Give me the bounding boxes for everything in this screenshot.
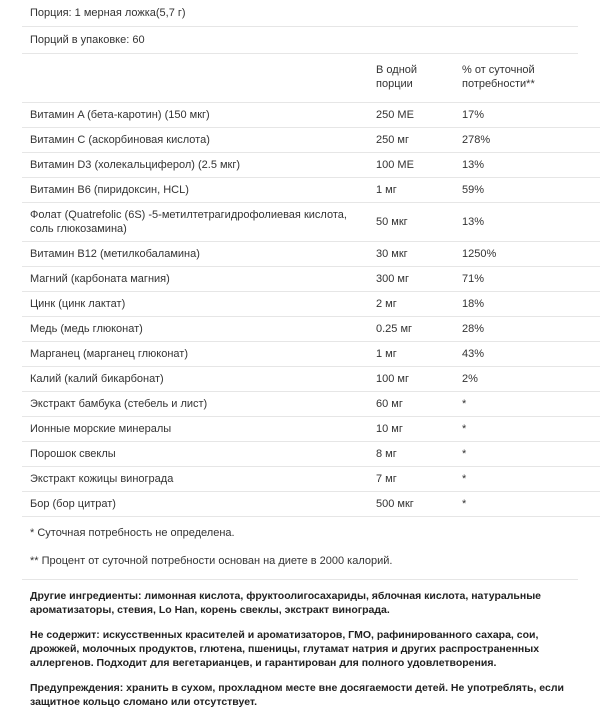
nutrient-daily-value: 71% bbox=[454, 267, 600, 292]
nutrient-daily-value: 59% bbox=[454, 178, 600, 203]
nutrient-name: Марганец (марганец глюконат) bbox=[22, 342, 368, 367]
nutrient-daily-value: * bbox=[454, 492, 600, 517]
nutrient-daily-value: 13% bbox=[454, 203, 600, 242]
nutrient-amount: 100 мг bbox=[368, 367, 454, 392]
footnotes-section bbox=[22, 517, 578, 575]
nutrient-name: Калий (калий бикарбонат) bbox=[22, 367, 368, 392]
nutrient-amount: 30 мкг bbox=[368, 242, 454, 267]
table-row bbox=[22, 317, 600, 342]
other-ingredients-note: Другие ингредиенты: лимонная кислота, фруктоолигосахариды, яблочная кислота, натуральные ароматизаторы, стевия, Lo Han, корень свеклы, экстракт винограда. bbox=[30, 590, 542, 616]
table-row bbox=[22, 203, 600, 242]
nutrient-daily-value: 13% bbox=[454, 153, 600, 178]
nutrient-name: Витамин A (бета-каротин) (150 мкг) bbox=[22, 103, 368, 128]
nutrient-amount: 1 мг bbox=[368, 178, 454, 203]
table-row bbox=[22, 153, 600, 178]
nutrient-daily-value: 1250% bbox=[454, 242, 600, 267]
footnote-daily-value-not-established: * Суточная потребность не определена. bbox=[30, 527, 235, 539]
nutrient-amount: 10 мг bbox=[368, 417, 454, 442]
nutrient-name: Экстракт бамбука (стебель и лист) bbox=[22, 392, 368, 417]
nutrient-name: Порошок свеклы bbox=[22, 442, 368, 467]
table-row bbox=[22, 492, 600, 517]
table-row bbox=[22, 267, 600, 292]
nutrient-name: Медь (медь глюконат) bbox=[22, 317, 368, 342]
free-from-note: Не содержит: искусственных красителей и ароматизаторов, ГМО, рафинированного сахара, сои, дрожжей, молочных продуктов, глютена, пшеницы, глутамат натрия и других распространенных аллергенов. Подходит для вегетарианцев, и гарантирован для полного удовлетворения. bbox=[30, 629, 540, 669]
nutrient-name: Витамин B12 (метилкобаламина) bbox=[22, 242, 368, 267]
nutrient-amount: 500 мкг bbox=[368, 492, 454, 517]
nutrient-name: Витамин B6 (пиридоксин, HCL) bbox=[22, 178, 368, 203]
nutrient-amount: 100 МЕ bbox=[368, 153, 454, 178]
nutrient-amount: 250 мг bbox=[368, 128, 454, 153]
nutrient-name: Витамин C (аскорбиновая кислота) bbox=[22, 128, 368, 153]
nutrient-daily-value: * bbox=[454, 467, 600, 492]
nutrient-daily-value: 2% bbox=[454, 367, 600, 392]
nutrient-daily-value: 28% bbox=[454, 317, 600, 342]
facts-header-row bbox=[22, 54, 600, 103]
nutrient-name: Цинк (цинк лактат) bbox=[22, 292, 368, 317]
nutrient-daily-value: 18% bbox=[454, 292, 600, 317]
table-row bbox=[22, 367, 600, 392]
footnote-percent-daily-value-basis: ** Процент от суточной потребности основан на диете в 2000 калорий. bbox=[30, 555, 393, 567]
table-row bbox=[22, 103, 600, 128]
servings-per-container-text: Порций в упаковке: 60 bbox=[22, 27, 578, 54]
header-nutrient-name bbox=[22, 54, 368, 103]
nutrient-name: Магний (карбоната магния) bbox=[22, 267, 368, 292]
servings-per-container-row bbox=[22, 27, 578, 54]
nutrient-daily-value: 17% bbox=[454, 103, 600, 128]
nutrient-amount: 50 мкг bbox=[368, 203, 454, 242]
nutrient-amount: 300 мг bbox=[368, 267, 454, 292]
warnings-note: Предупреждения: хранить в сухом, прохладном месте вне досягаемости детей. Не употреблять, если защитное кольцо сломано или отсутствует. bbox=[30, 682, 564, 708]
facts-table-body bbox=[22, 103, 600, 517]
table-row bbox=[22, 417, 600, 442]
header-amount-per-serving: В одной порции bbox=[368, 54, 454, 103]
nutrient-daily-value: * bbox=[454, 417, 600, 442]
nutrient-name: Фолат (Quatrefolic (6S) -5-метилтетрагидрофолиевая кислота, соль глюкозамина) bbox=[22, 203, 368, 242]
nutrition-facts-table bbox=[22, 54, 600, 517]
nutrient-amount: 8 мг bbox=[368, 442, 454, 467]
nutrient-amount: 7 мг bbox=[368, 467, 454, 492]
nutrient-name: Экстракт кожицы винограда bbox=[22, 467, 368, 492]
table-row bbox=[22, 178, 600, 203]
nutrient-amount: 1 мг bbox=[368, 342, 454, 367]
table-row bbox=[22, 292, 600, 317]
serving-size-text: Порция: 1 мерная ложка(5,7 г) bbox=[22, 0, 578, 27]
nutrient-amount: 250 МЕ bbox=[368, 103, 454, 128]
table-row bbox=[22, 442, 600, 467]
nutrient-name: Витамин D3 (холекальциферол) (2.5 мкг) bbox=[22, 153, 368, 178]
additional-notes-section bbox=[22, 580, 570, 709]
table-row bbox=[22, 242, 600, 267]
nutrient-daily-value: * bbox=[454, 392, 600, 417]
facts-table-header bbox=[22, 54, 600, 103]
table-row bbox=[22, 342, 600, 367]
header-daily-value: % от суточной потребности** bbox=[454, 54, 600, 103]
nutrient-amount: 60 мг bbox=[368, 392, 454, 417]
table-row bbox=[22, 392, 600, 417]
nutrient-daily-value: 43% bbox=[454, 342, 600, 367]
table-row bbox=[22, 467, 600, 492]
nutrient-name: Ионные морские минералы bbox=[22, 417, 368, 442]
serving-info-body bbox=[22, 0, 578, 54]
nutrient-name: Бор (бор цитрат) bbox=[22, 492, 368, 517]
nutrient-amount: 2 мг bbox=[368, 292, 454, 317]
serving-size-row bbox=[22, 0, 578, 27]
serving-info-table bbox=[22, 0, 578, 54]
nutrient-daily-value: 278% bbox=[454, 128, 600, 153]
table-row bbox=[22, 128, 600, 153]
nutrient-daily-value: * bbox=[454, 442, 600, 467]
nutrient-amount: 0.25 мг bbox=[368, 317, 454, 342]
